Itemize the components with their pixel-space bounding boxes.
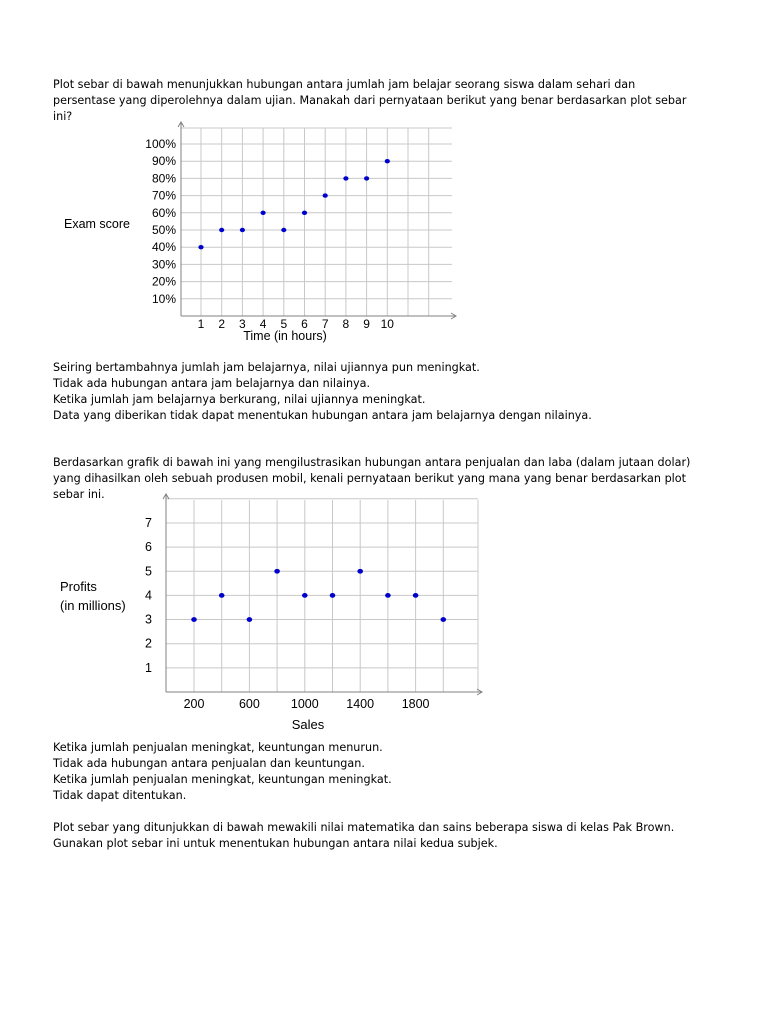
question2-option-4[interactable]: Tidak dapat ditentukan. <box>53 789 187 802</box>
y-tick-label: 80% <box>151 171 176 186</box>
y-tick-label: 1 <box>145 660 152 675</box>
x-tick-label: 10 <box>380 317 394 331</box>
data-point <box>413 593 419 598</box>
y-tick-label: 3 <box>145 612 152 627</box>
question3-prompt <box>53 820 693 852</box>
y-axis-title-line: Exam score <box>64 217 130 231</box>
y-tick-label: 100% <box>145 137 176 151</box>
question2-option-3[interactable]: Ketika jumlah penjualan meningkat, keuntungan meningkat. <box>53 773 392 786</box>
question1-option-2[interactable]: Tidak ada hubungan antara jam belajarnya dan nilainya. <box>53 377 371 390</box>
data-point <box>357 569 363 574</box>
question2-options <box>53 740 693 804</box>
question2-option-1[interactable]: Ketika jumlah penjualan meningkat, keuntungan menurun. <box>53 741 383 754</box>
y-tick-label: 40% <box>151 240 176 255</box>
question3-prompt-text: Plot sebar yang ditunjukkan di bawah mewakili nilai matematika dan sains beberapa siswa di kelas Pak Brown. Gunakan plot sebar ini untuk menentukan hubungan antara nilai kedua subjek. <box>53 821 675 850</box>
y-axis-title <box>60 579 126 613</box>
data-point <box>330 593 336 598</box>
x-tick-label: 7 <box>321 317 329 331</box>
question2-option-2[interactable]: Tidak ada hubungan antara penjualan dan keuntungan. <box>53 757 365 770</box>
data-point <box>191 617 197 622</box>
y-tick-label: 30% <box>151 257 176 272</box>
x-axis-title: Time (in hours) <box>243 329 327 343</box>
x-tick-label: 1400 <box>346 697 375 711</box>
y-tick-label: 4 <box>145 588 152 603</box>
x-tick-label: 2 <box>218 317 226 331</box>
y-tick-label: 7 <box>145 515 152 530</box>
x-tick-label: 1 <box>197 317 205 331</box>
x-tick-label: 4 <box>259 317 267 331</box>
y-tick-label: 50% <box>151 223 176 237</box>
question1-option-4[interactable]: Data yang diberikan tidak dapat menentukan hubungan antara jam belajarnya dengan nilainya. <box>53 409 592 422</box>
y-tick-label: 6 <box>145 540 152 555</box>
y-tick-label: 20% <box>151 274 176 289</box>
x-tick-label: 200 <box>183 697 205 711</box>
question2-prompt-text: Berdasarkan grafik di bawah ini yang mengilustrasikan hubungan antara penjualan dan laba (dalam jutaan dolar) yang dihasilkan oleh sebuah produsen mobil, kenali pernyataan berikut yang mana yang benar berdasarkan plot sebar ini. <box>53 456 691 501</box>
y-tick-label: 90% <box>151 154 176 169</box>
x-tick-label: 8 <box>342 317 350 331</box>
y-tick-label: 70% <box>151 188 176 203</box>
x-tick-label: 6 <box>301 317 308 331</box>
y-tick-label: 2 <box>145 636 152 651</box>
data-point <box>247 617 253 622</box>
data-point <box>441 617 447 622</box>
x-tick-label: 1800 <box>401 697 430 711</box>
x-axis-title: Sales <box>291 717 325 732</box>
x-tick-label: 3 <box>239 317 246 331</box>
x-tick-label: 5 <box>280 317 288 331</box>
question1-option-3[interactable]: Ketika jumlah jam belajarnya berkurang, nilai ujiannya meningkat. <box>53 393 426 406</box>
data-point <box>302 593 308 598</box>
x-tick-label: 600 <box>238 697 260 711</box>
data-point <box>219 593 225 598</box>
y-tick-label: 5 <box>145 564 152 579</box>
y-tick-label: 10% <box>151 291 176 306</box>
data-point <box>274 569 280 574</box>
question1-prompt-text: Plot sebar di bawah menunjukkan hubungan antara jumlah jam belajar seorang siswa dalam sehari dan persentase yang diperolehnya dalam ujian. Manakah dari pernyataan berikut yang benar berdasarkan plot sebar ini? <box>53 78 687 123</box>
x-tick-label: 1000 <box>290 697 319 711</box>
y-tick-label: 60% <box>151 205 176 220</box>
data-point <box>385 593 391 598</box>
y-axis-title-line: (in millions) <box>60 598 126 613</box>
y-axis-title-line: Profits <box>60 579 97 594</box>
x-tick-label: 9 <box>363 317 370 331</box>
question1-option-1[interactable]: Seiring bertambahnya jumlah jam belajarnya, nilai ujiannya pun meningkat. <box>53 361 480 374</box>
